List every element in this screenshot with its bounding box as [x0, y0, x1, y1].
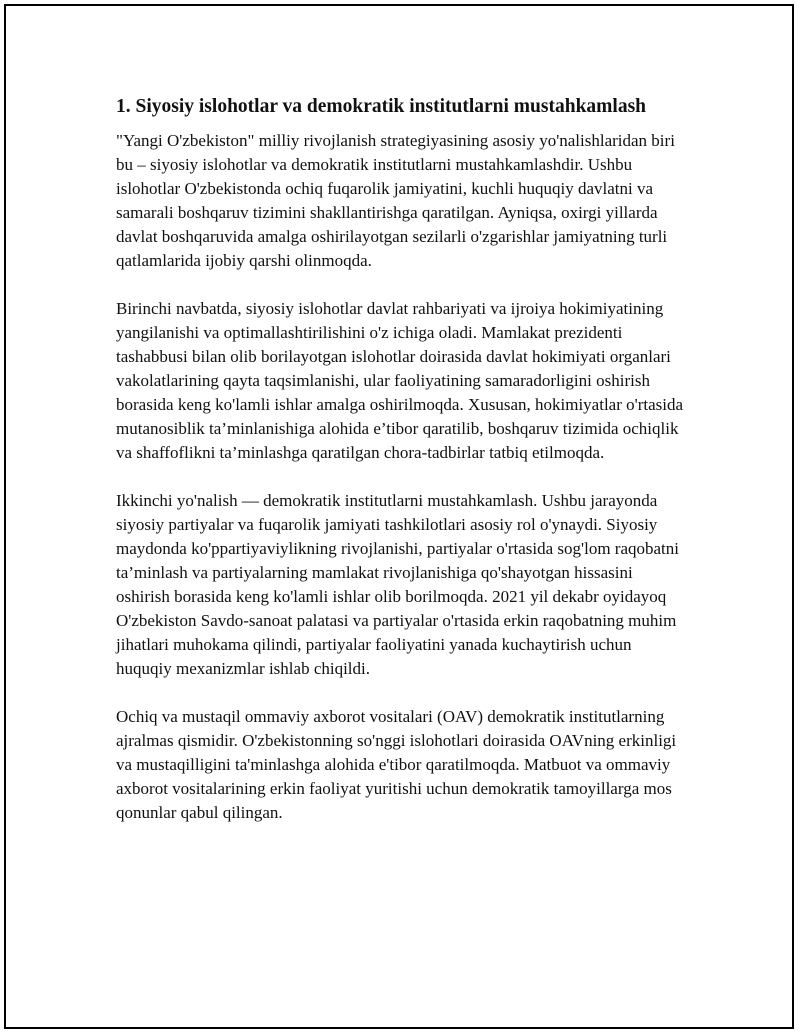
paragraph-3: Ikkinchi yo'nalish — demokratik institutlarni mustahkamlash. Ushbu jarayonda siyosiy partiyalar va fuqarolik jamiyati tashkilotlari asosiy rol o'ynaydi. Siyosiy maydonda ko'ppartiyaviylikning rivojlanishi, partiyalar o'rtasida sog'lom raqobatni ta’minlash va partiyalarning mamlakat rivojlanishiga qo'shayotgan hissasini oshirish borasida keng ko'lamli ishlar olib borilmoqda. 2021 yil dekabr oyidayoq O'zbekiston Savdo-sanoat palatasi va partiyalar o'rtasida erkin raqobatning muhim jihatlari muhokama qilindi, partiyalar faoliyatini yanada kuchaytirish uchun huquqiy mexanizmlar ishlab chiqildi. — [116, 491, 679, 678]
paragraph-4: Ochiq va mustaqil ommaviy axborot vositalari (OAV) demokratik institutlarning ajralmas qismidir. O'zbekistonning so'nggi islohotlari doirasida OAVning erkinligi va mustaqilligini ta'minlashga alohida e'tibor qaratilmoqda. Matbuot va ommaviy axborot vositalarining erkin faoliyat yuritishi uchun demokratik tamoyillarga mos qonunlar qabul qilingan. — [116, 707, 677, 822]
paragraph-1: "Yangi O'zbekiston" milliy rivojlanish strategiyasining asosiy yo'nalishlaridan biri bu – siyosiy islohotlar va demokratik institutlarni mustahkamlashdir. Ushbu islohotlar O'zbekistonda ochiq fuqarolik jamiyatini, kuchli huquqiy davlatni va samarali boshqaruv tizimini shakllantirishga qaratilgan. Ayniqsa, oxirgi yillarda davlat boshqaruvida amalga oshirilayotgan sezilarli o'zgarishlar jamiyatning turli qatlamlarida ijobiy qarshi olinmoqda. — [116, 131, 675, 270]
section-heading: 1. Siyosiy islohotlar va demokratik institutlarni mustahkamlash — [116, 96, 647, 117]
document-body — [116, 93, 686, 849]
paragraph-2: Birinchi navbatda, siyosiy islohotlar davlat rahbariyati va ijroiya hokimiyatining yangilanishi va optimallashtirilishini o'z ichiga oladi. Mamlakat prezidenti tashabbusi bilan olib borilayotgan islohotlar doirasida davlat hokimiyati organlari vakolatlarining qayta taqsimlanishi, ular faoliyatining samaradorligini oshirish borasida keng ko'lamli ishlar amalga oshirilmoqda. Xususan, hokimiyatlar o'rtasida mutanosiblik ta’minlanishiga alohida e’tibor qaratilib, boshqaruv tizimida ochiqlik va shaffoflikni ta’minlashga qaratilgan chora-tadbirlar tatbiq etilmoqda. — [116, 299, 684, 462]
